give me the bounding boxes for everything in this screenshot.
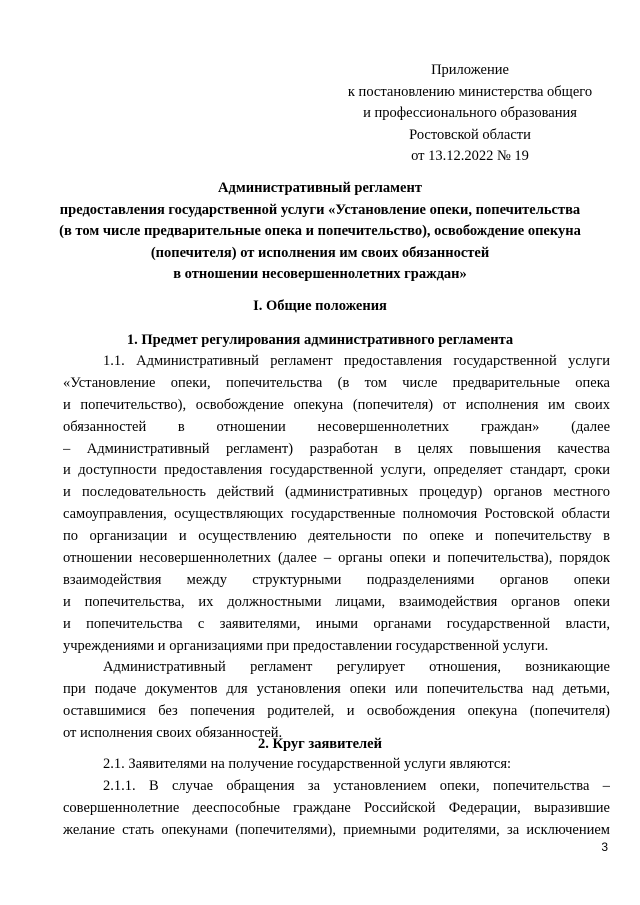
paragraph-line: и последовательность действий (административных процедур) органов местного <box>63 484 610 501</box>
appendix-line: Приложение <box>431 62 509 78</box>
section1-body <box>63 351 610 745</box>
paragraph-line: «Установление опеки, попечительства (в том числе предварительные опека <box>63 374 610 391</box>
paragraph-line: самоуправления, осуществляющих государственные полномочия Ростовской области <box>63 506 610 523</box>
paragraph-line: желание стать опекунами (попечителями), приемными родителями, за исключением <box>63 821 610 838</box>
paragraph-line: – Административный регламент) разработан в целях повышения качества <box>63 440 610 457</box>
paragraph-line: отношении несовершеннолетних (далее – органы опеки и попечительства), порядок <box>63 550 610 567</box>
appendix-line: Ростовской области <box>409 126 531 143</box>
paragraph-line: по организации и осуществлению деятельности по опеке и попечительству в <box>63 528 610 545</box>
appendix-line: и профессионального образования <box>363 105 577 121</box>
paragraph-line: 2.1. Заявителями на получение государственной услуги являются: <box>103 756 512 772</box>
paragraph-line: учреждениями и организациями при предоставлении государственной услуги. <box>63 637 549 654</box>
section-heading: I. Общие положения <box>253 298 387 314</box>
appendix-block <box>330 60 610 168</box>
paragraph-line: обязанностей в отношении несовершеннолетних граждан» (далее <box>63 418 610 435</box>
page-number: 3 <box>601 840 608 854</box>
subsection-heading: 1. Предмет регулирования административного регламента <box>126 332 514 348</box>
paragraph-line: и попечительство), освобождение опекуна (попечителя) от исполнения им своих <box>63 396 610 413</box>
paragraph-line: и попечительства с заявителями, иными органами государственной власти, <box>63 615 610 632</box>
paragraph-line: и попечительства, их должностными лицами, взаимодействия органов опеки <box>63 593 610 610</box>
paragraph-line: при подаче документов для установления опеки или попечительства над детьми, <box>63 681 610 698</box>
paragraph-line: 2.1.1. В случае обращения за установлением опеки, попечительства – <box>103 777 610 794</box>
title-line: (в том числе предварительные опека и попечительство), освобождение опекуна <box>59 223 581 239</box>
document-title <box>40 178 600 286</box>
title-line: (попечителя) от исполнения им своих обязанностей <box>150 244 490 261</box>
paragraph-line: и доступности предоставления государственной услуги, определяет стандарт, сроки <box>63 462 610 479</box>
subsection-heading: 2. Круг заявителей <box>258 736 382 752</box>
paragraph-line: совершеннолетние дееспособные граждане Российской Федерации, выразившие <box>63 799 610 816</box>
section2-body <box>63 754 610 842</box>
paragraph-line: взаимодействия между структурными подразделениями органов опеки <box>63 571 610 588</box>
appendix-line: от 13.12.2022 № 19 <box>411 148 529 164</box>
paragraph-line: Административный регламент регулирует отношения, возникающие <box>103 659 610 676</box>
title-line: Административный регламент <box>218 180 422 196</box>
paragraph-line: 1.1. Административный регламент предоставления государственной услуги <box>103 353 610 369</box>
title-line: предоставления государственной услуги «Установление опеки, попечительства <box>59 201 581 218</box>
paragraph-line: от исполнения своих обязанностей. <box>63 725 283 742</box>
paragraph-line: оставшимися без попечения родителей, и освобождения опекуна (попечителя) <box>63 703 610 720</box>
appendix-line: к постановлению министерства общего <box>347 83 593 100</box>
title-line: в отношении несовершеннолетних граждан» <box>173 266 467 282</box>
